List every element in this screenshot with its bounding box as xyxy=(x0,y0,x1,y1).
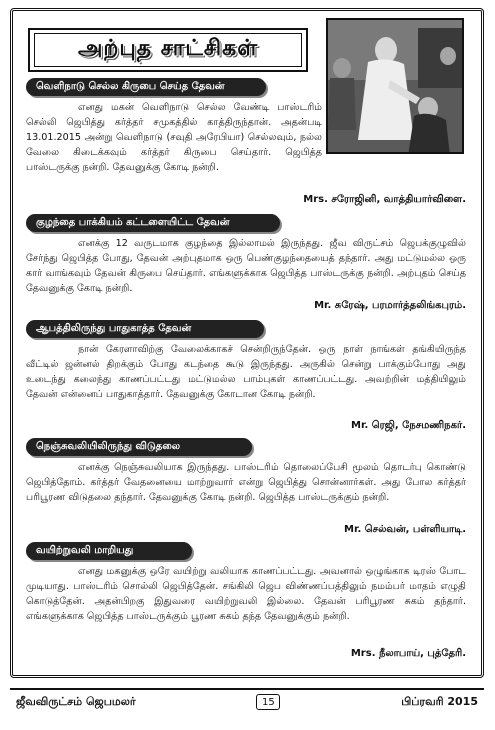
section-heading-5: வயிற்றுவலி மாறியது xyxy=(26,542,192,560)
footer-magazine-name: ஜீவவிருட்சம் ஜெபமலர் xyxy=(16,694,136,708)
section-text-1-body: எனது மகன் வெளிநாடு செல்ல வேண்டி பாஸ்டரிம் செல்லி ஜெபித்து கர்த்தர் சமுகத்தில் காத்திருந்தான். அதன்படி 13.01.2015 அன்று வெளிநாடு (சவுதி அரேபியா) செல்லவும், நல்ல வேலை கிடைக்கவும் கர்த்தர் கிருபை செய்தார். ஜெபித்த பாஸ்டருக்கு நன்றி. தேவனுக்கு கோடி நன்றி. xyxy=(26,102,322,173)
section-heading-3: ஆபத்திலிருந்து பாதுகாத்த தேவன் xyxy=(26,320,264,338)
section-signature-4: Mr. செல்வன், பள்ளியாடி. xyxy=(344,524,466,535)
section-signature-2: Mr. சுரேஷ், பரமார்த்தலிங்கபுரம். xyxy=(314,300,466,311)
section-signature-5: Mrs. நீலாபாய், புத்தேரி. xyxy=(350,648,466,659)
section-text-4 xyxy=(26,460,466,505)
footer-issue-date: பிப்ரவரி 2015 xyxy=(401,694,478,708)
section-heading-1: வெளிநாடு செல்ல கிருபை செய்த தேவன் xyxy=(26,78,266,96)
section-text-2 xyxy=(26,236,466,296)
section-heading-4: நெஞ்சுவலியிலிருந்து விடுதலை xyxy=(26,438,252,456)
photo-illustration xyxy=(328,20,464,154)
page-footer xyxy=(10,690,484,714)
page-number: 15 xyxy=(256,694,280,710)
section-text-4-body: எனக்கு நெஞ்சுவலியாக இருந்தது. பாஸ்டரிம் தொலைப்பேசி மூலம் தொடர்பு கொண்டு ஜெபித்தோம். கர்த்தர் வேதனையை மாற்றுவார் என்று ஜெபித்து சொன்னார்கள். அது போல கர்த்தர் பரிபூரண விடுதலை தந்தார். தேவனுக்கு கோடி நன்றி. ஜெபித்த பாஸ்டருக்கும் நன்றி. xyxy=(26,462,466,503)
section-text-3-body: நான் கேரளாவிற்கு வேலைக்காகச் சென்றிருந்தேன். ஒரு நாள் நாங்கள் தங்கியிருந்த வீட்டில் ஜன்னல் திறக்கும் போது கடந்தை கூடு இருந்தது. அருகில் சென்று பாக்கும்போது அது உடைந்து கலைந்து காணப்பட்டது மட்டுமல்ல பாம்புகள் காணப்பட்டது. அவற்றின் மத்தியிலும் தேவன் என்னைப் பாதுகாத்தார். தேவனுக்கு கோடான கோடி நன்றி. xyxy=(26,344,466,400)
section-text-1 xyxy=(26,100,322,175)
section-text-5 xyxy=(26,564,466,624)
section-text-2-body: எனக்கு 12 வருடமாக குழந்தை இல்லாமல் இருந்தது. ஜீவ விருட்சம் ஜெபக்குழுவில் சேர்ந்து ஜெபித்த போது, தேவன் அற்புதமாக ஒரு பெண்குழந்தையைத் தந்தார். அது மட்டுமல்ல ஒரு கார் வாங்கவும் தேவன் கிருபை செய்தார். எங்களுக்காக ஜெபித்த பாஸ்டருக்கு நன்றி. அற்புதம் செய்த தேவனுக்கு கோடி நன்றி. xyxy=(26,238,466,294)
page-title: அற்புத சாட்சிகள் xyxy=(34,33,302,67)
section-signature-1: Mrs. சரோஜினி, வாத்தியார்விளை. xyxy=(303,194,466,205)
section-heading-2: குழந்தை பாக்கியம் கட்டளையிட்ட தேவன் xyxy=(26,214,280,232)
section-text-5-body: எனது மகனுக்கு ஒரே வயிற்று வலியாக காணப்பட்டது. அவனால் ஒழுங்காக டிரஸ் போட முடியாது. பாஸ்டரிம் சொல்லி ஜெபித்தேன். சங்கிலி ஜெப விண்ணப்பத்திலும் நமம்பர் மாதம் எழுதி கொடுத்தேன். அதன்பிறகு இதுவரை வயிற்றுவலி இல்லை. தேவன் பரிபூரண சுகம் தந்தார். எங்களுக்காக ஜெபித்த பாஸ்டருக்கும் பூரண சுகம் தந்த தேவனுக்கும் நன்றி. xyxy=(26,566,466,622)
section-text-3 xyxy=(26,342,466,402)
section-signature-3: Mr. ரெஜி, நேசமணிநகர். xyxy=(351,420,466,431)
jesus-healing-photo xyxy=(326,18,464,154)
title-banner xyxy=(28,28,308,72)
